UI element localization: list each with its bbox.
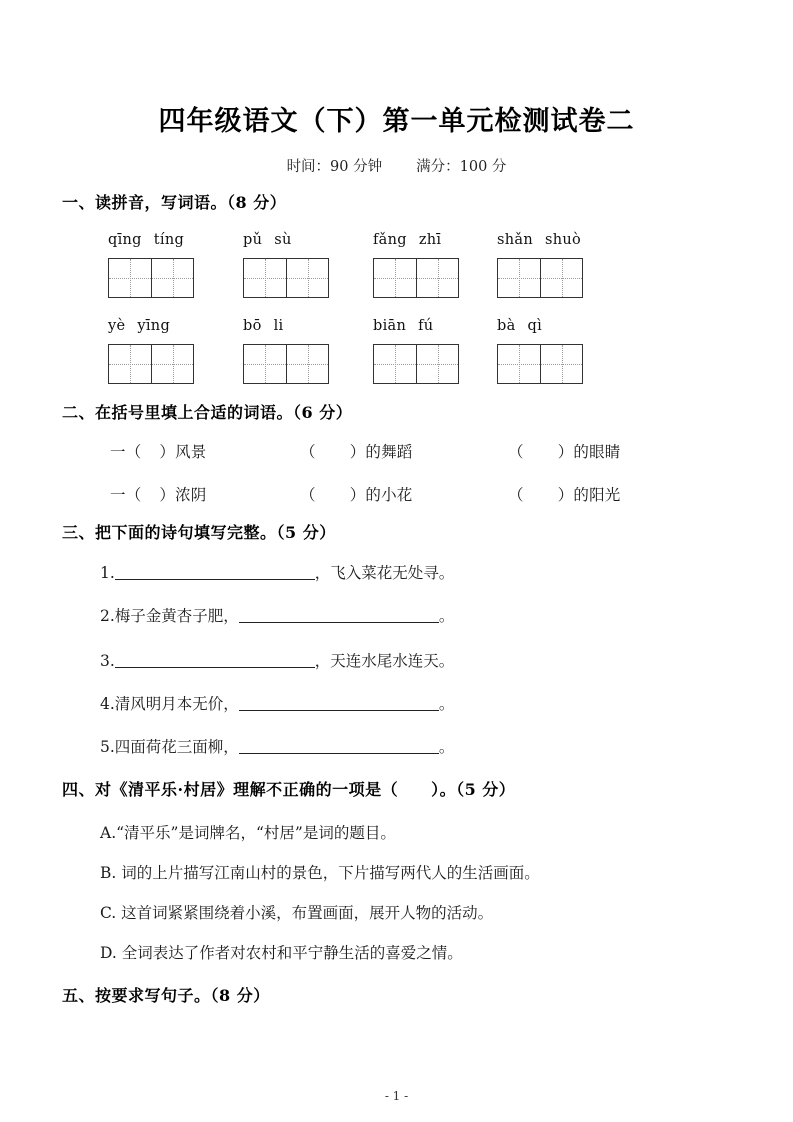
poem-after: ，飞入菜花无处寻。	[314, 564, 455, 582]
character-grid[interactable]	[243, 344, 329, 384]
poem-before: 梅子金黄杏子肥，	[114, 607, 239, 625]
grid-cell[interactable]	[286, 259, 328, 297]
grid-cell[interactable]	[498, 345, 540, 383]
grid-cell[interactable]	[109, 259, 151, 297]
answer-blank[interactable]	[239, 738, 439, 754]
character-grid[interactable]	[373, 258, 459, 298]
poem-after: 。	[438, 607, 455, 625]
paren-prefix: 一（	[110, 443, 142, 461]
character-grid[interactable]	[373, 344, 459, 384]
pinyin-row-2: yè yīng bō li biān fú bà qì	[0, 318, 793, 392]
pinyin-row-1: qīng tíng pǔ sù fǎng zhī shǎn shuò	[0, 232, 793, 306]
paren-prefix: （	[508, 443, 524, 461]
page-number: - 1 -	[384, 1089, 409, 1103]
answer-blank[interactable]	[115, 564, 315, 580]
grid-cell[interactable]	[416, 259, 458, 297]
poem-item-3[interactable]	[100, 649, 454, 671]
section-heading-three: 三、把下面的诗句填写完整。（5 分）	[62, 523, 336, 542]
poem-item-2[interactable]	[100, 604, 454, 626]
grid-cell[interactable]	[416, 345, 458, 383]
grid-cell[interactable]	[540, 345, 582, 383]
character-grid[interactable]	[497, 344, 583, 384]
blank-item-2-2[interactable]	[300, 440, 413, 462]
poem-after: 。	[438, 695, 455, 713]
page-title: 四年级语文（下）第一单元检测试卷二	[158, 106, 635, 137]
paren-prefix: （	[508, 486, 524, 504]
grid-cell[interactable]	[374, 259, 416, 297]
poem-item-4[interactable]	[100, 692, 454, 714]
grid-cell[interactable]	[374, 345, 416, 383]
blank-item-2-1[interactable]	[110, 440, 207, 462]
item-number: 3.	[100, 652, 115, 670]
poem-after: 。	[438, 738, 455, 756]
paren-suffix: ）浓阴	[159, 486, 207, 504]
grid-cell[interactable]	[540, 259, 582, 297]
blank-item-2-5[interactable]	[300, 483, 413, 505]
grid-cell[interactable]	[244, 345, 286, 383]
grid-cell[interactable]	[498, 259, 540, 297]
grid-cell[interactable]	[109, 345, 151, 383]
paren-prefix: 一（	[110, 486, 142, 504]
exam-total-score: 满分：100 分	[416, 159, 507, 175]
grid-cell[interactable]	[244, 259, 286, 297]
poem-before: 清风明月本无价，	[114, 695, 239, 713]
exam-duration: 时间：90 分钟	[286, 159, 383, 175]
item-number: 5.	[100, 738, 115, 756]
section-heading-one: 一、读拼音，写词语。（8 分）	[62, 193, 287, 212]
paren-suffix: ）的阳光	[557, 486, 621, 504]
blank-item-2-6[interactable]	[508, 483, 621, 505]
item-number: 4.	[100, 695, 115, 713]
grid-cell[interactable]	[286, 345, 328, 383]
choice-option-d[interactable]: D. 全词表达了作者对农村和平宁静生活的喜爱之情。	[100, 944, 463, 962]
answer-blank[interactable]	[239, 607, 439, 623]
paren-suffix: ）的舞蹈	[349, 443, 413, 461]
item-number: 2.	[100, 607, 115, 625]
exam-meta	[0, 155, 793, 176]
choice-option-c[interactable]: C. 这首词紧紧围绕着小溪，布置画面，展开人物的活动。	[100, 904, 494, 922]
section-heading-two: 二、在括号里填上合适的词语。（6 分）	[62, 403, 353, 422]
section-heading-five: 五、按要求写句子。（8 分）	[62, 986, 270, 1005]
paren-prefix: （	[300, 443, 316, 461]
character-grid[interactable]	[108, 344, 194, 384]
character-grid[interactable]	[497, 258, 583, 298]
answer-blank[interactable]	[115, 652, 315, 668]
blank-item-2-3[interactable]	[508, 440, 621, 462]
character-grid[interactable]	[243, 258, 329, 298]
character-grid[interactable]	[108, 258, 194, 298]
paren-suffix: ）风景	[159, 443, 207, 461]
poem-after: ，天连水尾水连天。	[314, 652, 455, 670]
poem-before: 四面荷花三面柳，	[114, 738, 239, 756]
item-number: 1.	[100, 564, 115, 582]
poem-item-5[interactable]	[100, 735, 454, 757]
paren-prefix: （	[300, 486, 316, 504]
blank-item-2-4[interactable]	[110, 483, 207, 505]
grid-cell[interactable]	[151, 345, 193, 383]
grid-cell[interactable]	[151, 259, 193, 297]
choice-option-a[interactable]: A.“清平乐”是词牌名，“村居”是词的题目。	[100, 824, 396, 842]
choice-option-b[interactable]: B. 词的上片描写江南山村的景色，下片描写两代人的生活画面。	[100, 864, 540, 882]
section-heading-four: 四、对《清平乐·村居》理解不正确的一项是（ ）。（5 分）	[62, 780, 516, 799]
paren-suffix: ）的小花	[349, 486, 413, 504]
paren-suffix: ）的眼睛	[557, 443, 621, 461]
poem-item-1[interactable]	[100, 561, 454, 583]
answer-blank[interactable]	[239, 695, 439, 711]
